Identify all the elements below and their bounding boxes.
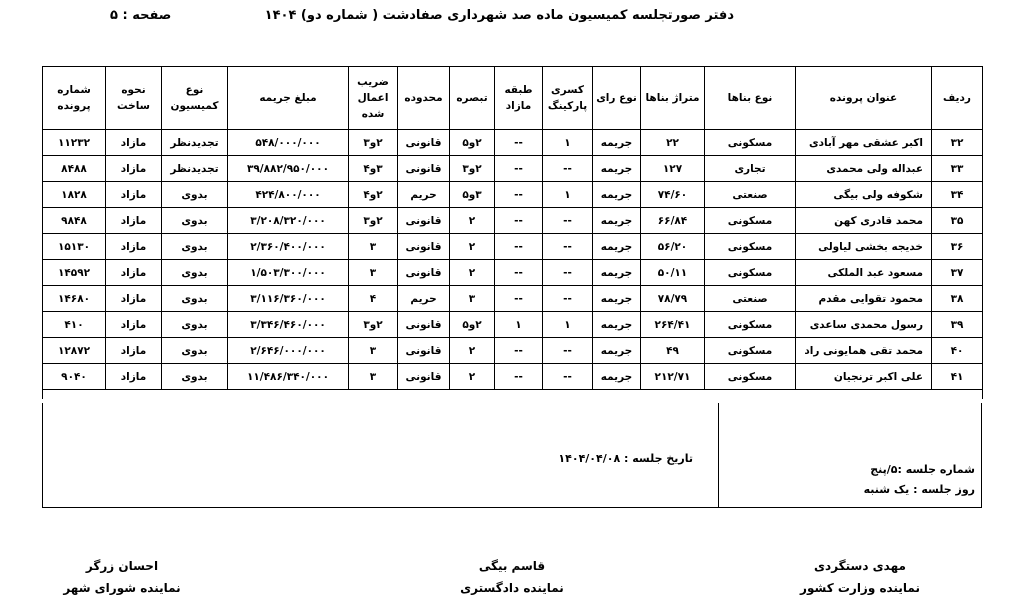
table-cell: ۲۶۴/۴۱ xyxy=(641,312,705,338)
column-header: نوع کمیسیون xyxy=(162,67,228,130)
table-cell: بدوی xyxy=(162,260,228,286)
table-cell: ۲/۶۴۶/۰۰۰/۰۰۰ xyxy=(228,338,349,364)
table-cell: مازاد xyxy=(106,130,162,156)
table-cell: ۴۱۰ xyxy=(43,312,106,338)
table-cell: جریمه xyxy=(593,364,641,390)
page-header xyxy=(0,6,1024,30)
table-cell: قانونی xyxy=(398,312,450,338)
table-cell: ۱۱/۴۸۶/۳۴۰/۰۰۰ xyxy=(228,364,349,390)
table-row xyxy=(43,260,983,286)
table-cell: ۶۶/۸۴ xyxy=(641,208,705,234)
table-cell: ۱۴۶۸۰ xyxy=(43,286,106,312)
table-cell: مسعود عبد الملکی xyxy=(796,260,932,286)
column-header: محدوده xyxy=(398,67,450,130)
table-cell: مازاد xyxy=(106,182,162,208)
table-cell: ۲/۳۶۰/۴۰۰/۰۰۰ xyxy=(228,234,349,260)
table-cell: مسکونی xyxy=(705,312,796,338)
table-cell: بدوی xyxy=(162,234,228,260)
table-cell: بدوی xyxy=(162,364,228,390)
signer-name: قاسم بیگی xyxy=(478,559,546,573)
empty-cell xyxy=(43,390,983,400)
table-cell: مسکونی xyxy=(705,130,796,156)
table-cell: -- xyxy=(543,338,593,364)
table-cell: ۴۲۴/۸۰۰/۰۰۰ xyxy=(228,182,349,208)
table-cell: مازاد xyxy=(106,208,162,234)
table-cell: ۳۷ xyxy=(932,260,983,286)
table-cell: مازاد xyxy=(106,234,162,260)
table-cell: -- xyxy=(495,260,543,286)
table-row xyxy=(43,338,983,364)
table-cell: جریمه xyxy=(593,286,641,312)
table-cell: ۴ xyxy=(349,286,398,312)
table-cell: ۱ xyxy=(543,130,593,156)
table-cell: علی اکبر ترنجیان xyxy=(796,364,932,390)
table-cell: مسکونی xyxy=(705,208,796,234)
table-cell: ۵۴۸/۰۰۰/۰۰۰ xyxy=(228,130,349,156)
table-cell: بدوی xyxy=(162,208,228,234)
table-cell: ۳۴ xyxy=(932,182,983,208)
table-cell: ۱۵۱۳۰ xyxy=(43,234,106,260)
table-cell: مسکونی xyxy=(705,234,796,260)
table-cell: صنعتی xyxy=(705,286,796,312)
table-cell: قانونی xyxy=(398,260,450,286)
table-cell: ۹۰۴۰ xyxy=(43,364,106,390)
table-cell: مازاد xyxy=(106,156,162,182)
column-header: طبقه مازاد xyxy=(495,67,543,130)
table-cell: ۲۲ xyxy=(641,130,705,156)
table-cell: جریمه xyxy=(593,182,641,208)
table-cell: تجدیدنظر xyxy=(162,130,228,156)
table-cell: بدوی xyxy=(162,312,228,338)
table-cell: محمد تقی همایونی راد xyxy=(796,338,932,364)
table-cell: قانونی xyxy=(398,156,450,182)
signer-role: نماینده دادگستری xyxy=(460,581,564,595)
table-cell: بدوی xyxy=(162,338,228,364)
table-cell: ۲و۳ xyxy=(349,312,398,338)
table-cell: ۱/۵۰۳/۳۰۰/۰۰۰ xyxy=(228,260,349,286)
table-cell: ۳ xyxy=(349,338,398,364)
table-cell: ۱۲۷ xyxy=(641,156,705,182)
table-cell: ۴۰ xyxy=(932,338,983,364)
table-cell: -- xyxy=(495,156,543,182)
table-cell: ۲و۳ xyxy=(349,208,398,234)
table-cell: ۲ xyxy=(450,234,495,260)
table-cell: ۳۳ xyxy=(932,156,983,182)
signature-interior-ministry xyxy=(750,555,970,599)
table-cell: ۷۴/۶۰ xyxy=(641,182,705,208)
signature-judiciary xyxy=(402,555,622,599)
table-cell: جریمه xyxy=(593,208,641,234)
table-cell: ۲و۴ xyxy=(349,182,398,208)
table-cell: ۳/۱۱۶/۳۶۰/۰۰۰ xyxy=(228,286,349,312)
table-row xyxy=(43,364,983,390)
column-header: نحوه ساخت xyxy=(106,67,162,130)
table-cell: -- xyxy=(543,156,593,182)
table-row xyxy=(43,286,983,312)
table-cell: -- xyxy=(495,364,543,390)
table-cell: قانونی xyxy=(398,208,450,234)
footer-divider xyxy=(718,403,719,507)
table-cell: ۳ xyxy=(349,260,398,286)
table-cell: جریمه xyxy=(593,312,641,338)
table-cell: ۲و۵ xyxy=(450,130,495,156)
table-cell: -- xyxy=(495,130,543,156)
table-cell: قانونی xyxy=(398,338,450,364)
table-cell: جریمه xyxy=(593,130,641,156)
table-cell: ۴۹ xyxy=(641,338,705,364)
table-cell: مازاد xyxy=(106,338,162,364)
table-cell: مازاد xyxy=(106,312,162,338)
table-cell: ۴۱ xyxy=(932,364,983,390)
table-cell: -- xyxy=(495,286,543,312)
column-header: مبلغ جریمه xyxy=(228,67,349,130)
column-header: عنوان پرونده xyxy=(796,67,932,130)
table-cell: ۱۲۸۷۲ xyxy=(43,338,106,364)
table-cell: بدوی xyxy=(162,182,228,208)
table-cell: -- xyxy=(495,208,543,234)
column-header: شماره پرونده xyxy=(43,67,106,130)
table-cell: جریمه xyxy=(593,338,641,364)
table-cell: حریم xyxy=(398,286,450,312)
table-cell: ۵۰/۱۱ xyxy=(641,260,705,286)
table-cell: صنعتی xyxy=(705,182,796,208)
table-cell: ۱ xyxy=(543,182,593,208)
table-cell: ۲ xyxy=(450,338,495,364)
table-cell: جریمه xyxy=(593,156,641,182)
table-cell: بدوی xyxy=(162,286,228,312)
table-cell: -- xyxy=(543,234,593,260)
table-cell: اکبر عشقی مهر آبادی xyxy=(796,130,932,156)
table-cell: خدیجه بخشی لیاولی xyxy=(796,234,932,260)
table-cell: جریمه xyxy=(593,260,641,286)
table-cell: ۱۴۵۹۲ xyxy=(43,260,106,286)
table-cell: ۳ xyxy=(349,234,398,260)
table-cell: -- xyxy=(495,338,543,364)
table-header-row xyxy=(43,67,983,130)
table-cell: ۳۲ xyxy=(932,130,983,156)
table-cell: ۳و۵ xyxy=(450,182,495,208)
table-cell: ۹۸۴۸ xyxy=(43,208,106,234)
table-row xyxy=(43,130,983,156)
signer-name: احسان زرگر xyxy=(85,559,159,573)
column-header: کسری پارکینگ xyxy=(543,67,593,130)
table-cell: ۳۶ xyxy=(932,234,983,260)
table-cell: شکوفه ولی بیگی xyxy=(796,182,932,208)
commission-table xyxy=(42,66,983,399)
column-header: ضریب اعمال شده xyxy=(349,67,398,130)
table-cell: تجدیدنظر xyxy=(162,156,228,182)
table-cell: ۳۹/۸۸۲/۹۵۰/۰۰۰ xyxy=(228,156,349,182)
table-cell: ۲ xyxy=(450,208,495,234)
table-row xyxy=(43,156,983,182)
table-row xyxy=(43,208,983,234)
signature-city-council xyxy=(12,555,232,599)
table-cell: -- xyxy=(543,260,593,286)
session-footer xyxy=(42,403,982,508)
column-header: نوع رای xyxy=(593,67,641,130)
table-cell: -- xyxy=(495,182,543,208)
session-number: شماره جلسه :۵/پنج xyxy=(870,463,975,476)
column-header: متراژ بناها xyxy=(641,67,705,130)
column-header: تبصره xyxy=(450,67,495,130)
table-cell: ۸۴۸۸ xyxy=(43,156,106,182)
table-cell: ۳ xyxy=(349,364,398,390)
table-cell: ۱ xyxy=(543,312,593,338)
empty-row xyxy=(43,390,983,400)
table-row xyxy=(43,182,983,208)
table-cell: مازاد xyxy=(106,260,162,286)
table-cell: ۷۸/۷۹ xyxy=(641,286,705,312)
table-cell: ۳/۳۴۶/۴۶۰/۰۰۰ xyxy=(228,312,349,338)
table-cell: عبداله ولی محمدی xyxy=(796,156,932,182)
table-cell: ۲ xyxy=(450,260,495,286)
table-cell: محمد قادری کهن xyxy=(796,208,932,234)
table-cell: ۱ xyxy=(495,312,543,338)
table-cell: مسکونی xyxy=(705,364,796,390)
column-header: نوع بناها xyxy=(705,67,796,130)
table-cell: ۳۹ xyxy=(932,312,983,338)
table-cell: ۳ xyxy=(450,286,495,312)
table-cell: ۲ xyxy=(450,364,495,390)
table-cell: ۱۸۲۸ xyxy=(43,182,106,208)
table-cell: ۳/۲۰۸/۳۲۰/۰۰۰ xyxy=(228,208,349,234)
table-cell: ۳۵ xyxy=(932,208,983,234)
table-cell: -- xyxy=(543,364,593,390)
table-cell: -- xyxy=(543,208,593,234)
document-title: دفتر صورتجلسه کمیسیون ماده صد شهرداری صفادشت ( شماره دو) ۱۴۰۴ xyxy=(264,8,734,23)
table-cell: مازاد xyxy=(106,286,162,312)
table-cell: محمود تقوایی مقدم xyxy=(796,286,932,312)
table-cell: ۲و۵ xyxy=(450,312,495,338)
table-cell: ۵۶/۲۰ xyxy=(641,234,705,260)
table-cell: ۳و۴ xyxy=(349,156,398,182)
table-cell: مسکونی xyxy=(705,260,796,286)
page-number: صفحه : ۵ xyxy=(110,8,172,23)
table-row xyxy=(43,312,983,338)
signer-role: نماینده وزارت کشور xyxy=(800,581,920,595)
column-header: ردیف xyxy=(932,67,983,130)
table-cell: ۲و۳ xyxy=(450,156,495,182)
session-date: تاریخ جلسه : ۱۴۰۴/۰۴/۰۸ xyxy=(558,452,693,465)
table-cell: قانونی xyxy=(398,364,450,390)
session-day: روز جلسه : یک شنبه xyxy=(863,483,975,496)
table-cell: قانونی xyxy=(398,130,450,156)
table-cell: -- xyxy=(495,234,543,260)
signer-role: نماینده شورای شهر xyxy=(63,581,181,595)
table-cell: مازاد xyxy=(106,364,162,390)
table-cell: قانونی xyxy=(398,234,450,260)
table-cell: رسول محمدی ساعدی xyxy=(796,312,932,338)
table-row xyxy=(43,234,983,260)
table-cell: جریمه xyxy=(593,234,641,260)
signer-name: مهدی دستگردی xyxy=(814,559,906,573)
table-cell: حریم xyxy=(398,182,450,208)
table-cell: ۳۸ xyxy=(932,286,983,312)
table-cell: -- xyxy=(543,286,593,312)
table-cell: مسکونی xyxy=(705,338,796,364)
table-cell: ۲۱۲/۷۱ xyxy=(641,364,705,390)
table-cell: ۱۱۲۳۲ xyxy=(43,130,106,156)
table-cell: ۲و۳ xyxy=(349,130,398,156)
table-cell: تجاری xyxy=(705,156,796,182)
